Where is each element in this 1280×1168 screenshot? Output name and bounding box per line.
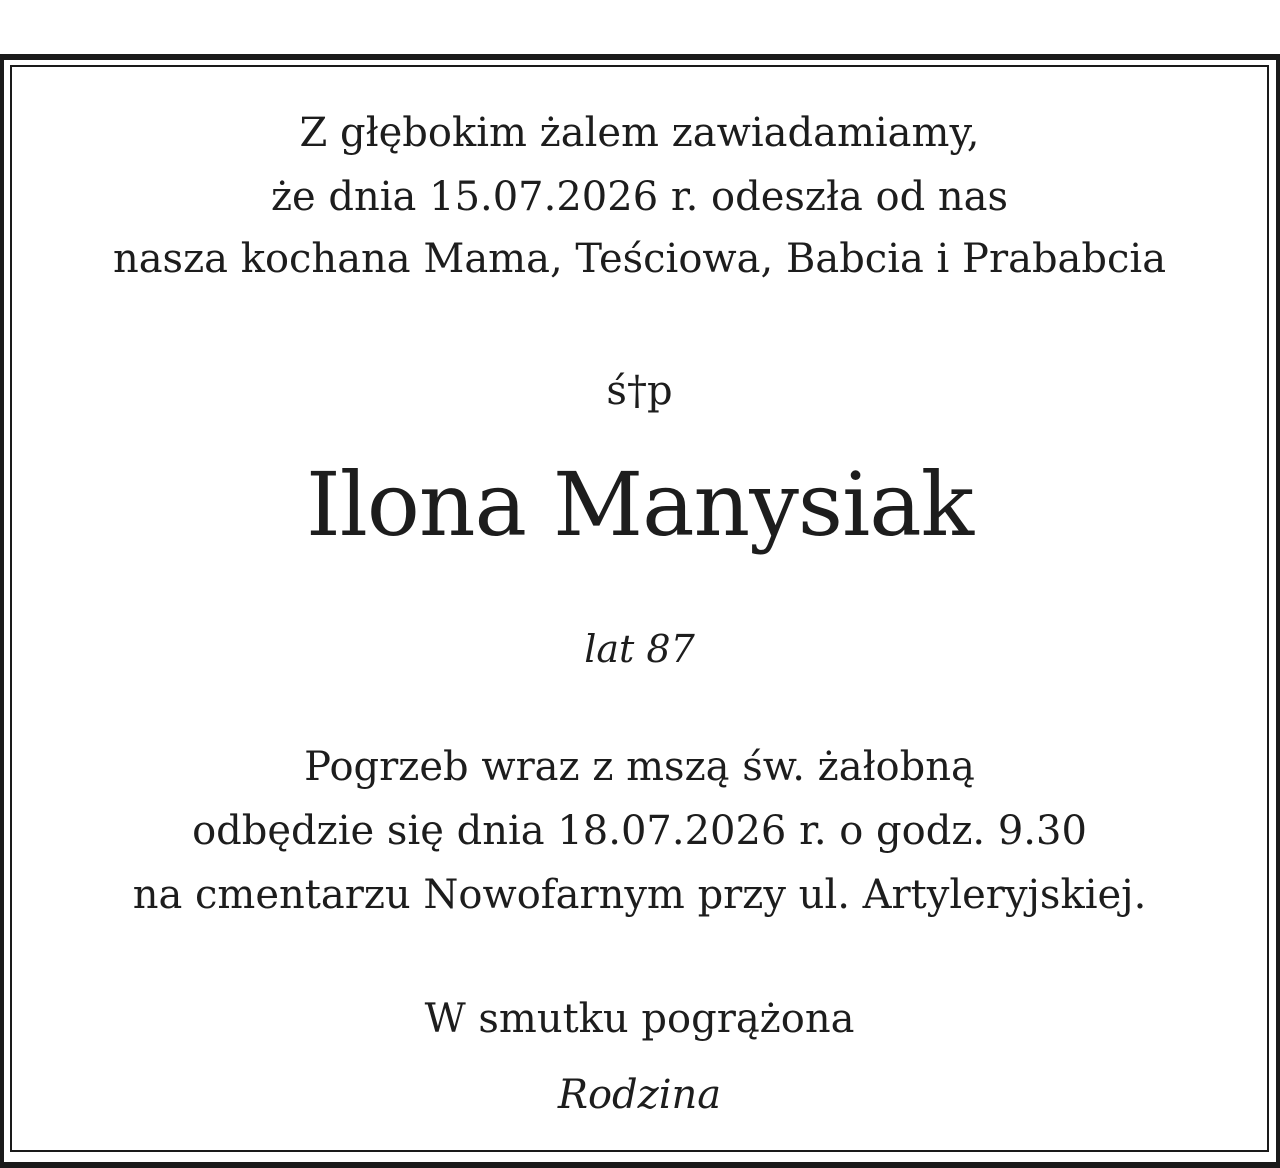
funeral-line-3: na cmentarzu Nowofarnym przy ul. Artyleryjskiej. bbox=[132, 872, 1147, 918]
mourning-line: W smutku pogrążona bbox=[424, 996, 855, 1042]
signature: Rodzina bbox=[557, 1072, 722, 1118]
funeral-line-2: odbędzie się dnia 18.07.2026 r. o godz. 9.30 bbox=[192, 808, 1087, 854]
intro-line-3: nasza kochana Mama, Teściowa, Babcia i Prababcia bbox=[112, 236, 1167, 282]
age-text: lat 87 bbox=[584, 627, 695, 671]
intro-line-1: Z głębokim żalem zawiadamiamy, bbox=[299, 110, 980, 156]
funeral-line-1: Pogrzeb wraz z mszą św. żałobną bbox=[304, 744, 975, 790]
deceased-name: Ilona Manysiak bbox=[305, 453, 974, 556]
stp-prefix: ś†p bbox=[606, 368, 673, 414]
intro-line-2: że dnia 15.07.2026 r. odeszła od nas bbox=[270, 174, 1009, 220]
